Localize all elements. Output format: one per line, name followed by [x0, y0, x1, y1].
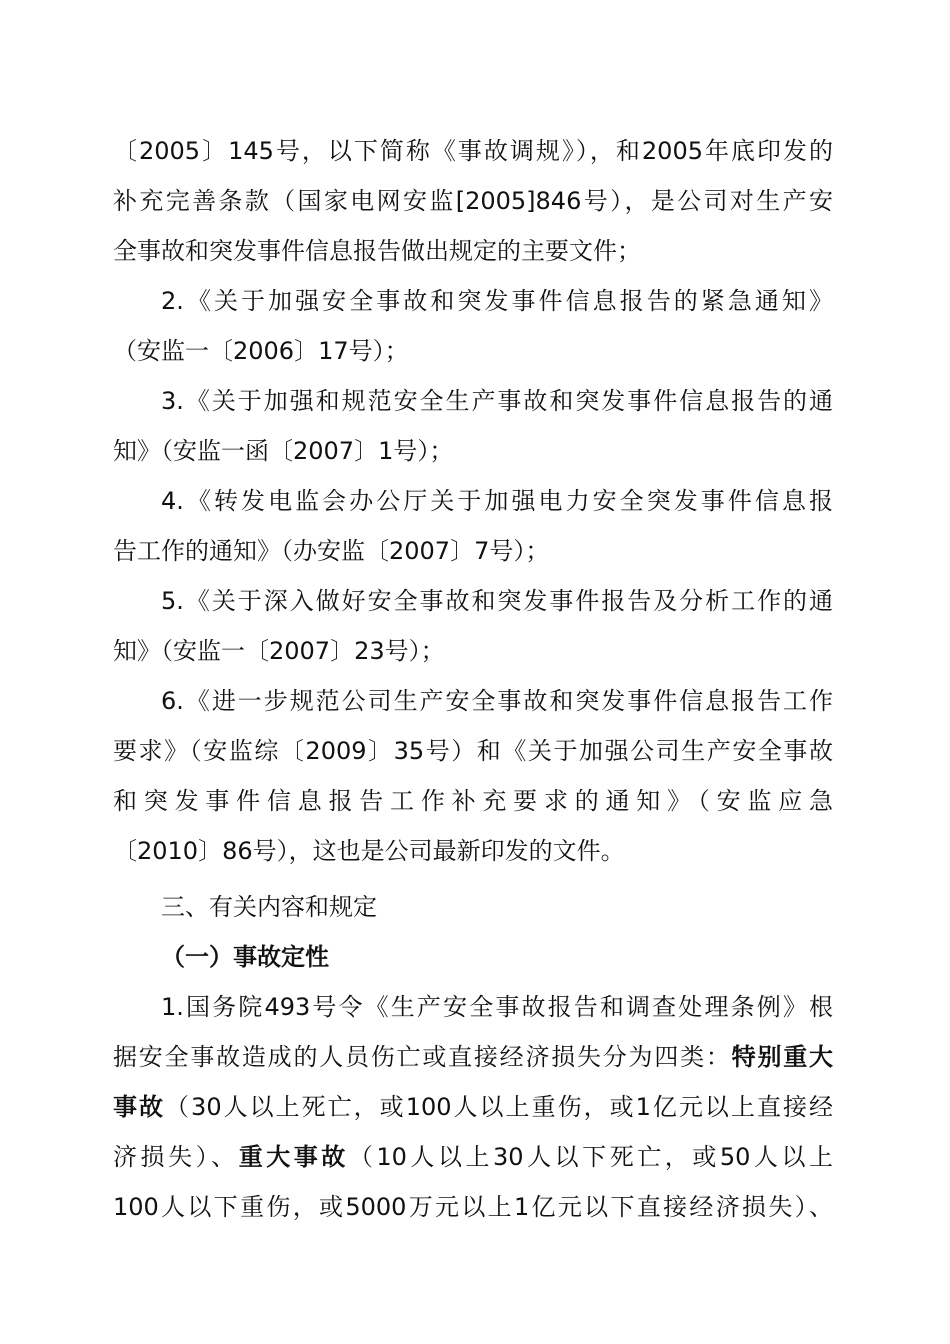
text-line: 补充完善条款（国家电网安监[2005]846号），是公司对生产安 — [113, 187, 833, 215]
subsection-heading: （一）事故定性 — [161, 943, 329, 971]
bold-term: 重大事故 — [238, 1143, 349, 1171]
document-page — [113, 126, 833, 1232]
text-run: （30人以上死亡，或100人以上重伤，或1亿元以上直接经 — [165, 1093, 833, 1121]
list-item-5: 5.《关于深入做好安全事故和突发事件报告及分析工作的通 — [161, 587, 833, 615]
text-line: 〔2005〕145号，以下简称《事故调规》），和2005年底印发的 — [113, 137, 833, 165]
text-run: 据安全事故造成的人员伤亡或直接经济损失分为四类： — [113, 1043, 732, 1071]
text-line: 告工作的通知》（办安监〔2007〕7号）； — [113, 537, 550, 565]
text-line: 要求》（安监综〔2009〕35号）和《关于加强公司生产安全事故 — [113, 737, 833, 765]
text-line — [113, 1132, 833, 1182]
text-line: 和突发事件信息报告工作补充要求的通知》（安监应急 — [113, 787, 833, 815]
list-item-3: 3.《关于加强和规范安全生产事故和突发事件信息报告的通 — [161, 387, 833, 415]
text-line: 100人以下重伤，或5000万元以上1亿元以下直接经济损失）、 — [113, 1193, 833, 1221]
list-item-1: 1.国务院493号令《生产安全事故报告和调查处理条例》根 — [161, 993, 833, 1021]
bold-term: 事故 — [113, 1093, 166, 1121]
text-line: 知》（安监一〔2007〕23号）； — [113, 637, 445, 665]
text-line: （安监一〔2006〕17号）； — [113, 337, 409, 365]
text-run: 济损失）、 — [113, 1143, 239, 1171]
list-item-2: 2.《关于加强安全事故和突发事件信息报告的紧急通知》 — [161, 287, 833, 315]
bold-term: 特别重大 — [731, 1043, 834, 1071]
list-item-6: 6.《进一步规范公司生产安全事故和突发事件信息报告工作 — [161, 687, 833, 715]
text-line: 〔2010〕86号），这也是公司最新印发的文件。 — [113, 837, 625, 865]
text-line — [113, 1082, 833, 1132]
text-line: 全事故和突发事件信息报告做出规定的主要文件； — [113, 237, 641, 265]
text-line — [113, 1032, 833, 1082]
section-heading: 三、有关内容和规定 — [161, 893, 377, 921]
text-line: 知》（安监一函〔2007〕1号）； — [113, 437, 454, 465]
text-run: （10人以上30人以下死亡，或50人以上 — [348, 1143, 834, 1171]
list-item-4: 4.《转发电监会办公厅关于加强电力安全突发事件信息报 — [161, 487, 833, 515]
